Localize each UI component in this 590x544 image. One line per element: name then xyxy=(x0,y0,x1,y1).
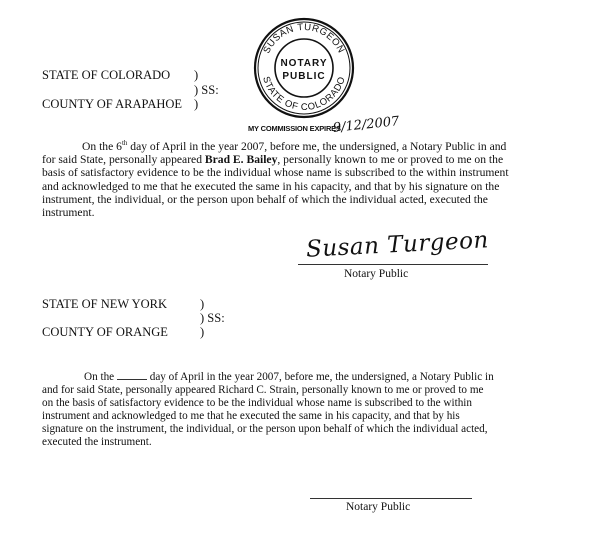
para2-text: on the basis of satisfactory evidence to be the individual whose name is subscribed to the within xyxy=(42,397,472,410)
para1-text: basis of satisfactory evidence to be the individual whose name is subscribed to the within instrument xyxy=(42,166,509,180)
notary-public-title: Notary Public xyxy=(346,501,411,513)
para1-text: On the 6 xyxy=(82,139,122,153)
county-orange-label: COUNTY OF ORANGE xyxy=(42,325,168,339)
para2-text: and for said State, personally appeared Richard C. Strain, personally known to me or proved to me xyxy=(42,384,484,397)
acknowledgment-paragraph-1 xyxy=(42,137,524,220)
para2-text: signature on the instrument, the individual, or the person upon behalf of which the individual acted, xyxy=(42,423,488,436)
para1-text: th xyxy=(121,139,128,147)
notary-seal xyxy=(252,16,356,120)
notary-public-title: Notary Public xyxy=(344,268,409,280)
para1-text: instrument. xyxy=(42,206,95,220)
venue-paren: ) xyxy=(200,297,205,311)
para2-text: On the xyxy=(84,371,117,383)
seal-center-1: NOTARY xyxy=(280,58,328,69)
para1-text: for said State, personally appeared xyxy=(42,153,205,167)
ss-label: ) SS: xyxy=(194,83,219,97)
notary-seal-graphic xyxy=(252,16,356,120)
signature-line xyxy=(298,264,488,265)
para1-text: , personally known to me or proved to me on the xyxy=(277,153,504,167)
notary-signature: Susan Turgeon xyxy=(305,227,490,263)
state-new-york-label: STATE OF NEW YORK xyxy=(42,297,168,311)
commission-expires-date: 9/12/2007 xyxy=(332,114,401,136)
date-blank xyxy=(117,370,147,380)
signature-line xyxy=(310,498,472,499)
para1-text: instrument, the individual, or the person upon behalf of which the individual acted, executed the xyxy=(42,193,488,207)
acknowledgment-paragraph-2 xyxy=(42,370,526,450)
para2-text: executed the instrument. xyxy=(42,436,152,449)
para1-text: and acknowledged to me that he executed the same in his capacity, and that by his signature on the xyxy=(42,179,500,193)
para2-text: day of April in the year 2007, before me, the undersigned, a Notary Public in xyxy=(146,371,494,383)
county-arapahoe-label: COUNTY OF ARAPAHOE xyxy=(42,97,183,111)
seal-bottom-text: STATE OF COLORADO xyxy=(260,75,348,114)
state-colorado-label: STATE OF COLORADO xyxy=(42,68,171,82)
venue-paren: ) xyxy=(200,325,205,339)
venue-paren: ) xyxy=(194,97,199,111)
para2-text: instrument and acknowledged to me that he executed the same in his capacity, and that by his xyxy=(42,410,460,423)
ss-label: ) SS: xyxy=(200,311,225,325)
seal-center-2: PUBLIC xyxy=(282,71,326,82)
venue-paren: ) xyxy=(194,68,199,82)
seal-top-text: SUSAN TURGEON xyxy=(261,21,347,56)
appearing-party-name: Brad E. Bailey xyxy=(204,153,278,167)
para1-text: day of April in the year 2007, before me, the undersigned, a Notary Public in and xyxy=(127,139,507,153)
commission-expires-label: MY COMMISSION EXPIRES xyxy=(248,124,341,133)
